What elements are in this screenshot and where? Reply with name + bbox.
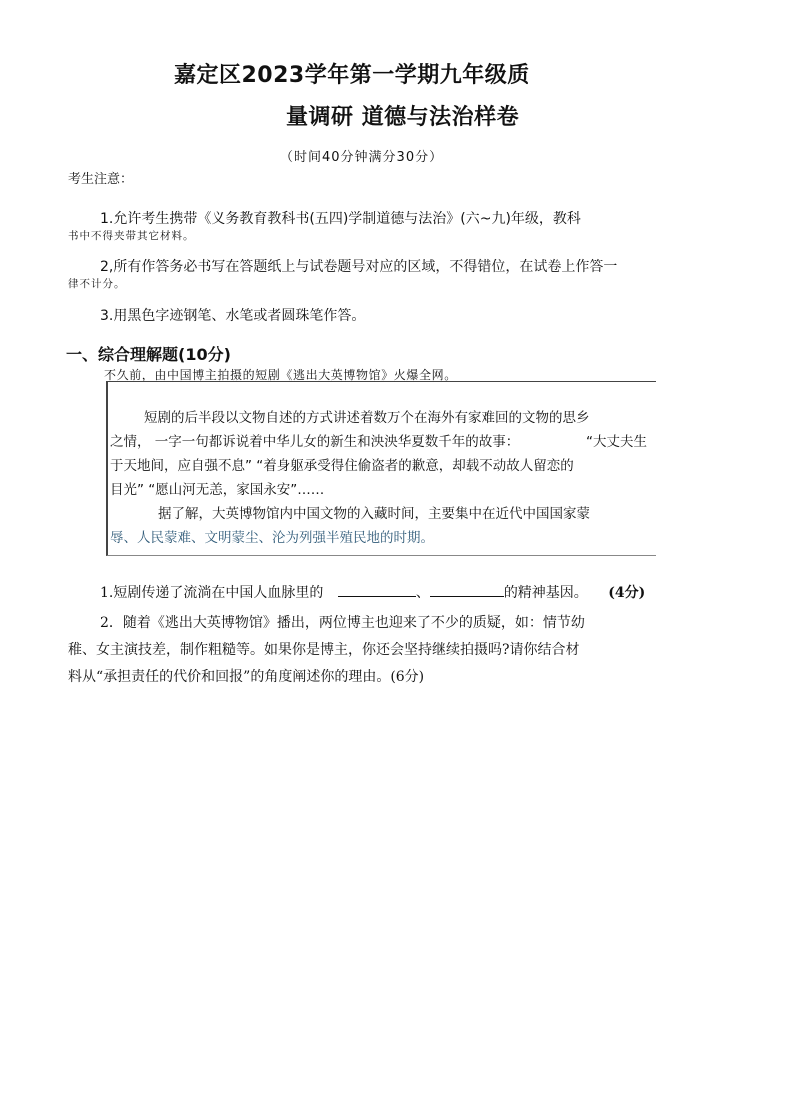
- question-1-text-a: 1.短剧传递了流淌在中国人血脉里的: [100, 585, 324, 601]
- section1-intro: 不久前，由中国博主拍摄的短剧《逃出大英博物馆》火爆全网。: [104, 368, 457, 382]
- question-1-text-b: 的精神基因。: [503, 585, 588, 601]
- material-p1-line4: 目光” “愿山河无恙，家国永安”……: [110, 482, 325, 498]
- question-1: [100, 582, 645, 602]
- answer-blank-1: [338, 584, 416, 597]
- exam-title-line1: 嘉定区2023学年第一学期九年级质: [174, 63, 530, 88]
- question-2-line1: 2．随着《逃出大英博物馆》播出，两位博主也迎来了不少的质疑，如：情节幼: [100, 615, 585, 631]
- section1-heading: 一、综合理解题(10分): [66, 345, 231, 364]
- question-1-separator: 、: [415, 585, 430, 601]
- material-p2-line2: 辱、人民蒙难、文明蒙尘、沦为列强半殖民地的时期。: [110, 530, 434, 546]
- material-p2-line1: 据了解，大英博物馆内中国文物的入藏时间，主要集中在近代中国国家蒙: [158, 506, 590, 522]
- answer-blank-2: [430, 584, 504, 597]
- notice-heading: 考生注意：: [68, 172, 134, 187]
- exam-title-line2: 量调研 道德与法治样卷: [286, 105, 520, 130]
- time-note: （时间40分钟满分30分）: [280, 150, 444, 165]
- material-p1-line3: 于天地间，应自强不息” “着身躯承受得住偷盗者的歉意，却载不动故人留恋的: [110, 458, 574, 474]
- material-box: [106, 381, 656, 556]
- material-p1-line2a: 之情， 一字一句都诉说着中华儿女的新生和泱泱华夏数千年的故事：: [110, 434, 520, 450]
- question-2-line3: 料从“承担责任的代价和回报”的角度阐述你的理由。(6分): [68, 669, 425, 685]
- notice-item-1-line2: 书中不得夹带其它材料。: [68, 230, 195, 242]
- notice-item-2-line2: 律不计分。: [68, 278, 126, 290]
- material-p1-line1: 短剧的后半段以文物自述的方式讲述着数万个在海外有家难回的文物的思乡: [144, 410, 590, 426]
- notice-item-3: 3.用黑色字迹钢笔、水笔或者圆珠笔作答。: [100, 308, 366, 324]
- notice-item-2-line1: 2,所有作答务必书写在答题纸上与试卷题号对应的区域，不得错位，在试卷上作答一: [100, 259, 618, 275]
- question-2-line2: 稚、女主演技差，制作粗糙等。如果你是博主，你还会坚持继续拍摄吗?请你结合材: [68, 642, 580, 658]
- material-p1-line2b: “大丈夫生: [586, 434, 647, 450]
- notice-item-1-line1: 1.允许考生携带《义务教育教科书(五四)学制道德与法治》(六~九)年级，教科: [100, 211, 581, 227]
- question-1-score: (4分): [608, 585, 646, 601]
